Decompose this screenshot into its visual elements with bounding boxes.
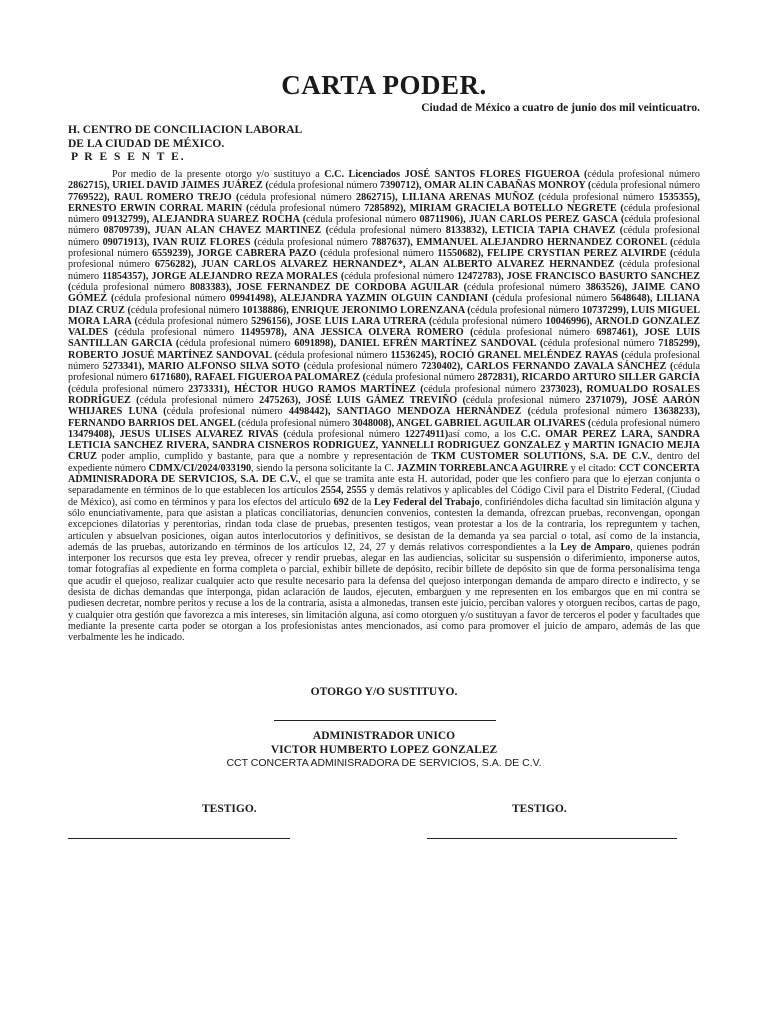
document-title: CARTA PODER.	[281, 70, 487, 100]
body-bold-run: 1535355), ERNESTO ERWIN CORRAL MARIN (	[68, 191, 700, 214]
addressee-block	[68, 124, 468, 165]
body-text-run: cédula profesional número	[432, 315, 546, 327]
body-bold-run: 3863526), JAIME CANO GÓMEZ (	[68, 281, 700, 305]
body-bold-run: 2371079), JOSÉ AARÓN WHIJARES LUNA (	[68, 394, 700, 418]
witness-right-label: TESTIGO.	[512, 803, 567, 815]
body-text-run: así como, a los	[448, 428, 521, 440]
body-text-run: cédula profesional número	[306, 361, 422, 373]
addressee-line-3: P R E S E N T E.	[71, 151, 186, 163]
body-text-run: cédula profesional número	[541, 191, 659, 203]
body-text-run: cédula profesional número	[423, 383, 541, 395]
body-text-run: cédula profesional número	[249, 202, 365, 214]
body-bold-run: 2475263), JOSÉ LUIS GÁMEZ TREVIÑO (	[259, 394, 466, 406]
body-bold-run: Ley de Amparo	[560, 541, 631, 553]
body-text-run: cédula profesional número	[139, 394, 260, 406]
body-bold-run: Ley Federal del Trabajo	[374, 496, 480, 508]
body-bold-run: 7769522), RAUL ROMERO TREJO (	[68, 191, 240, 203]
body-text-run: cédula profesional número	[591, 180, 700, 192]
body-bold-run: 12472783), JOSE FRANCISCO BASURTO SANCHEZ (	[68, 270, 700, 293]
body-text-run: , siendo la persona solicitante la C.	[251, 462, 397, 474]
addressee-line-1: H. CENTRO DE CONCILIACION LABORAL	[68, 124, 303, 136]
body-text-run: cédula profesional número	[306, 214, 420, 226]
body-text-run: , el que se tramita ante esta H. autoridad, poder que les confiero para que lo ejerzan conjunta o separadamente en términos de lo que establecen los artículos	[68, 474, 700, 497]
body-text-run: cédula profesional número	[68, 225, 700, 248]
body-bold-run: TKM CUSTOMER SOLUTIONS, S.A. DE C.V.	[431, 451, 650, 463]
body-bold-run: 5296156), JOSE LUIS LARA UTRERA (	[251, 315, 433, 327]
body-text-run: cédula profesional número	[68, 259, 700, 282]
body-bold-run: 09071913), IVAN RUIZ FLORES (	[102, 236, 258, 248]
body-text-run: cédula profesional número	[268, 180, 380, 192]
body-text-run: cédula profesional número	[465, 394, 586, 406]
signature-role: ADMINISTRADOR UNICO	[312, 730, 456, 742]
body-text-run: cédula profesional número	[530, 406, 654, 418]
body-bold-run: 6756282), JUAN CARLOS ALVAREZ HERNANDEZ*, ALAN ALBERTO ALVAREZ HERNANDEZ (	[154, 259, 623, 271]
body-paragraph	[68, 169, 700, 643]
body-bold-run: 13479408), JESUS ULISES ALVAREZ RIVAS (	[68, 428, 287, 440]
body-bold-run: 7285892), MIRIAM GRACIELA BOTELLO NEGRETE (	[364, 202, 624, 214]
body-text-run: cédula profesional número	[241, 417, 353, 429]
body-text-run: cédula profesional número	[543, 338, 659, 350]
body-text-run: cédula profesional número	[366, 372, 478, 384]
body-bold-run: 11495978), ANA JESSICA OLVERA ROMERO (	[240, 327, 474, 339]
body-bold-run: 3048008), ANGEL GABRIEL AGUILAR OLIVARES (	[352, 417, 592, 429]
body-bold-run: 2872831), RICARDO ARTURO SILLER GARCÍA (	[68, 372, 701, 395]
body-bold-run: 13638233), FERNANDO BARRIOS DEL ANGEL (	[68, 406, 700, 429]
body-text-run: , dentro del expediente número	[68, 451, 700, 474]
body-bold-run: 7390712), OMAR ALIN CABAÑAS MONROY (	[380, 180, 592, 192]
body-bold-run: 08709739), JUAN ALAN CHAVEZ MARTINEZ (	[103, 225, 329, 237]
body-text-run: cédula profesional número	[68, 214, 700, 237]
body-bold-run: 5648648), LILIANA DIAZ CRUZ (	[68, 293, 700, 316]
body-bold-run: 2554, 2555	[320, 485, 367, 497]
body-text-run: cédula profesional número	[587, 169, 700, 180]
body-bold-run: 08711906), JUAN CARLOS PEREZ GASCA (	[419, 214, 625, 226]
body-text-run: de la	[348, 496, 375, 508]
body-bold-run: C.C. OMAR PEREZ LARA, SANDRA LETICIA SANCHEZ RIVERA, SANDRA CISNEROS RODRIGUEZ, YANNELLI RODRIGUEZ GONZALEZ y MARTIN IGNACIO MEJIA CRUZ	[68, 428, 700, 463]
body-bold-run: 6559239), JORGE CABRERA PAZO (	[151, 248, 324, 260]
body-bold-run: 5273341), MARIO ALFONSO SILVA SOTO (	[102, 361, 307, 373]
body-bold-run: 09941498), ALEJANDRA YAZMIN OLGUIN CANDIANI (	[229, 293, 496, 305]
body-bold-run: 6987461), JOSE LUIS SANTILLAN GARCIA (	[68, 327, 700, 350]
body-text-run: cédula profesional número	[117, 327, 241, 339]
body-bold-run: 11550682), FELIPE CRYSTIAN PEREZ ALVIRDE (	[437, 248, 674, 260]
body-text-run: cédula profesional número	[68, 361, 700, 384]
body-text-run: cédula profesional número	[328, 225, 446, 237]
body-text-run: cédula profesional número	[344, 270, 458, 282]
witness-left-label: TESTIGO.	[202, 803, 257, 815]
addressee-line-2: DE LA CIUDAD DE MÉXICO.	[68, 137, 225, 150]
body-bold-run: 6091898), DANIEL EFRÉN MARTÍNEZ SANDOVAL (	[294, 338, 544, 350]
body-text-run: y demás relativos y aplicables del Código Civil para el Distrito Federal, (Ciudad de México), así como en términos y para los efectos del artículo	[68, 485, 701, 508]
body-text-run: , confiriéndoles dicha facultad sin limitación alguna y sólo enunciativamente, para que asistan a platicas conciliatorias, denuncien convenios, contesten la demanda, ofrezcan pruebas, reconvengan, opongan excepciones dilatorias y perentorias, rindan toda clase de pruebas, presenten testigos, vean protestar a los de la contraria, los repreguntem y tachen, articulen y absuelvan posiciones, oigan autos interlocutorios y definitivos, se desistan de la demanda ya sea parcial o total, así como de la instancia, además de las pruebas, autorizando en términos de los artículos 12, 24, 27 y demás relativos correspondientes a la	[68, 496, 700, 553]
body-text-run: cédula profesional número	[68, 202, 700, 226]
witness-left-line	[68, 838, 290, 839]
signature-name: VICTOR HUMBERTO LOPEZ GONZALEZ	[270, 744, 498, 756]
body-bold-run: 2373023), ROMUALDO ROSALES RODRÍGUEZ (	[68, 383, 700, 406]
body-bold-run: 2862715), URIEL DAVID JAIMES JUÁREZ (	[68, 180, 269, 192]
body-text-run: cédula profesional número	[68, 349, 700, 373]
body-bold-run: 692	[333, 496, 349, 508]
body-text-run: Por medio de la presente otorgo y/o sustituyo a	[112, 169, 325, 180]
body-bold-run: JAZMIN TORREBLANCA AGUIRRE	[396, 462, 568, 474]
body-text-run: cédula profesional número	[130, 304, 243, 316]
body-text-run: cédula profesional número	[68, 236, 700, 260]
body-text-run: cédula profesional número	[323, 248, 438, 260]
body-bold-run: 4498442), SANTIAGO MENDOZA HERNÁNDEZ (	[288, 406, 531, 418]
body-text-run: poder amplio, cumplido y bastante, para que a nombre y representación de	[96, 451, 432, 463]
body-bold-run: 12274911)	[404, 428, 449, 440]
body-text-run: cédula profesional número	[257, 236, 372, 248]
body-bold-run: CCT CONCERTA ADMINISRADORA DE SERVICIOS, S.A. DE C.V.	[68, 462, 700, 486]
body-text-run: cédula profesional número	[467, 281, 586, 293]
otorgo-line: OTORGO Y/O SUSTITUYO.	[310, 686, 458, 698]
body-bold-run: 11854357), JORGE ALEJANDRO REZA MORALES (	[102, 270, 345, 282]
body-bold-run: 2862715), LILIANA ARENAS MUÑOZ (	[356, 191, 542, 203]
witness-right-line	[427, 838, 677, 839]
body-text-run: cédula profesional número	[239, 191, 357, 203]
signature-company: CCT CONCERTA ADMINISRADORA DE SERVICIOS, S.A. DE C.V.	[226, 757, 542, 769]
body-text-run: cédula profesional número	[71, 281, 190, 293]
body-bold-run: 6171680), RAFAEL FIGUEROA PALOMAREZ (	[150, 372, 366, 384]
body-text-run: , quienes podrán interponer los recursos que esta ley prevea, ofrecer y rendir pruebas, alegar en las audiencias, solicitar su suspensión o diferimiento, imponerse autos, tomar fotografías al expediente en forma completa o parcial, exhibir billete de depósito, recibir billete de depósito sin que de forma personalísima tenga que acudir el quejoso, realizar cualquier acto que resulte necesario para la defensa del quejoso interpongan demanda de amparo directo e indirecto, y se desista de dichas demandas que interponga, pidan aclaración de laudos, ejecuten, embarguen y me representen en los embargos que en mi contra se pudiesen decretar, nombre peritos y recuse a los de la contraria, asista a almonedas, transen este juicio, perciban valores y otorguen recibos, cartas de pago, y cualquier otra gestión que favorezca a mis intereses, sin limitación alguna, así como otorguen y/o sustituyan a favor de terceros el poder y facultades que mediante la presente carta poder se otorgan a los profesionistas antes mencionados, así como para promover el juicio de amparo, además de las que verbalmente les he indicado.	[68, 541, 700, 644]
body-bold-run: CDMX/CI/2024/033190	[148, 462, 252, 474]
body-text-run: cédula profesional número	[495, 293, 611, 305]
body-text-run: cédula profesional número	[68, 248, 700, 271]
body-text-run: cédula profesional número	[591, 417, 700, 429]
body-text-run: cédula profesional número	[473, 327, 597, 339]
body-text-run: cédula profesional número	[71, 383, 189, 395]
body-bold-run: C.C. Licenciados JOSÉ SANTOS FLORES FIGUEROA (	[324, 169, 588, 180]
body-bold-run: 7185299), ROBERTO JOSUÉ MARTÍNEZ SANDOVAL (	[68, 338, 700, 361]
body-text-run: cédula profesional número	[179, 338, 295, 350]
body-bold-run: 2373331), HÉCTOR HUGO RAMOS MARTÍNEZ (	[188, 383, 424, 395]
body-text-run: cédula profesional número	[277, 349, 391, 361]
signature-line	[274, 720, 496, 721]
body-bold-run: 7887637), EMMANUEL ALEJANDRO HERNANDEZ CORONEL (	[371, 236, 674, 248]
body-text-run: cédula profesional número	[114, 293, 230, 305]
body-bold-run: 8133832), LETICIA TAPIA CHAVEZ (	[445, 225, 624, 237]
body-text-run: cédula profesional número	[286, 428, 405, 440]
body-bold-run: 10046996), ARNOLD GONZALEZ VALDES (	[68, 315, 700, 339]
dateline: Ciudad de México a cuatro de junio dos mil veinticuatro.	[421, 102, 700, 114]
body-text-run: cédula profesional número	[166, 406, 289, 418]
body-text-run: y el citado:	[567, 462, 619, 474]
body-bold-run: 11536245), ROCIÓ GRANEL MELÉNDEZ RAYAS (	[390, 349, 625, 361]
body-text-run: cédula profesional número	[470, 304, 582, 316]
body-text-run: cédula profesional número	[137, 315, 252, 327]
body-bold-run: 10138886), ENRIQUE JERONIMO LORENZANA (	[242, 304, 471, 316]
signature-block	[0, 729, 768, 757]
body-bold-run: 10737299), LUIS MIGUEL MORA LARA (	[68, 304, 700, 327]
body-bold-run: 09132799), ALEJANDRA SUAREZ ROCHA (	[102, 214, 307, 226]
body-bold-run: 8083383), JOSE FERNANDEZ DE CORDOBA AGUILAR (	[189, 281, 468, 293]
body-bold-run: 7230402), CARLOS FERNANDO ZAVALA SÁNCHEZ (	[421, 361, 674, 373]
